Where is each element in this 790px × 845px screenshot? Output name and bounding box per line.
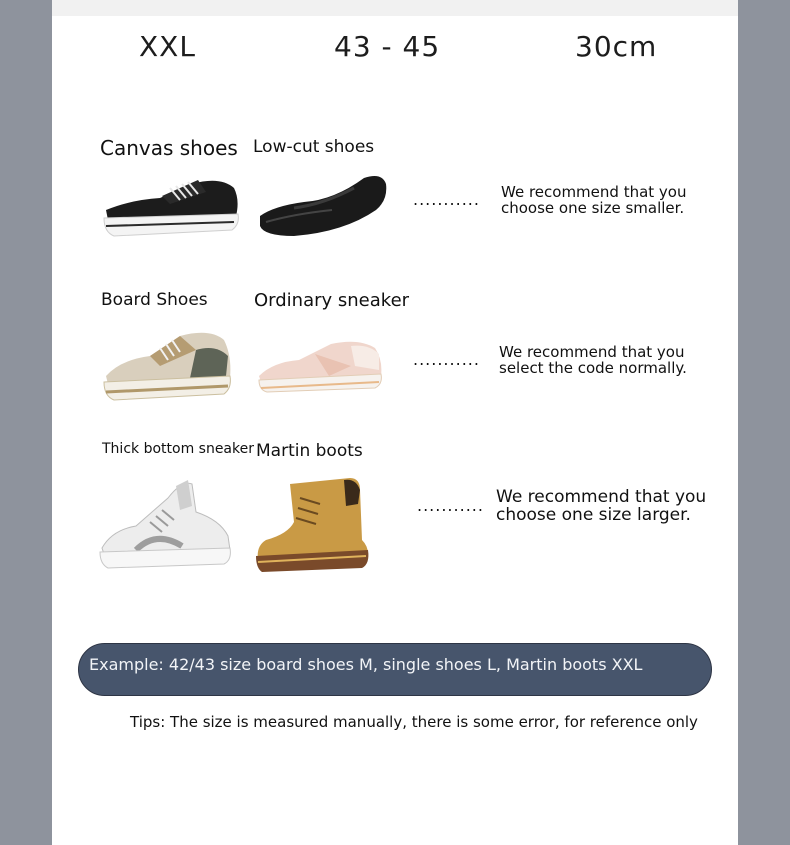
tips-text: Tips: The size is measured manually, there is some error, for reference only <box>130 713 698 731</box>
top-strip <box>52 0 738 16</box>
label-thick-bottom-sneaker: Thick bottom sneaker <box>102 441 254 457</box>
label-ordinary-sneaker: Ordinary sneaker <box>254 290 410 311</box>
label-canvas-shoes: Canvas shoes <box>100 136 238 160</box>
advice-3 <box>496 488 706 524</box>
advice-3-line1: We recommend that you <box>496 487 707 507</box>
advice-1-line1: We recommend that you <box>501 183 687 201</box>
martin-boots-image <box>254 476 372 574</box>
low-cut-shoe-image <box>254 170 392 242</box>
ordinary-sneaker-image <box>255 336 387 396</box>
advice-1-line2: choose one size smaller. <box>501 199 685 217</box>
size-guide-page <box>52 0 738 845</box>
thick-bottom-sneaker-image <box>96 476 234 570</box>
advice-2-line1: We recommend that you <box>499 343 685 361</box>
label-low-cut-shoes: Low-cut shoes <box>253 137 375 157</box>
advice-1 <box>501 184 686 216</box>
dots-separator-2: ........... <box>413 350 480 369</box>
dots-separator-1: ........... <box>413 190 480 209</box>
foot-length: 30cm <box>575 30 658 63</box>
advice-3-line2: choose one size larger. <box>496 505 691 525</box>
board-shoe-image <box>100 326 234 406</box>
size-label: XXL <box>139 30 196 63</box>
eu-size-range: 43 - 45 <box>334 30 441 63</box>
dots-separator-3: ........... <box>417 496 484 515</box>
advice-2-line2: select the code normally. <box>499 359 687 377</box>
example-banner <box>78 643 712 696</box>
label-martin-boots: Martin boots <box>256 441 363 461</box>
advice-2 <box>499 344 687 376</box>
label-board-shoes: Board Shoes <box>101 290 208 310</box>
example-text: Example: 42/43 size board shoes M, single shoes L, Martin boots XXL <box>89 655 643 674</box>
canvas-shoe-image <box>100 170 242 242</box>
